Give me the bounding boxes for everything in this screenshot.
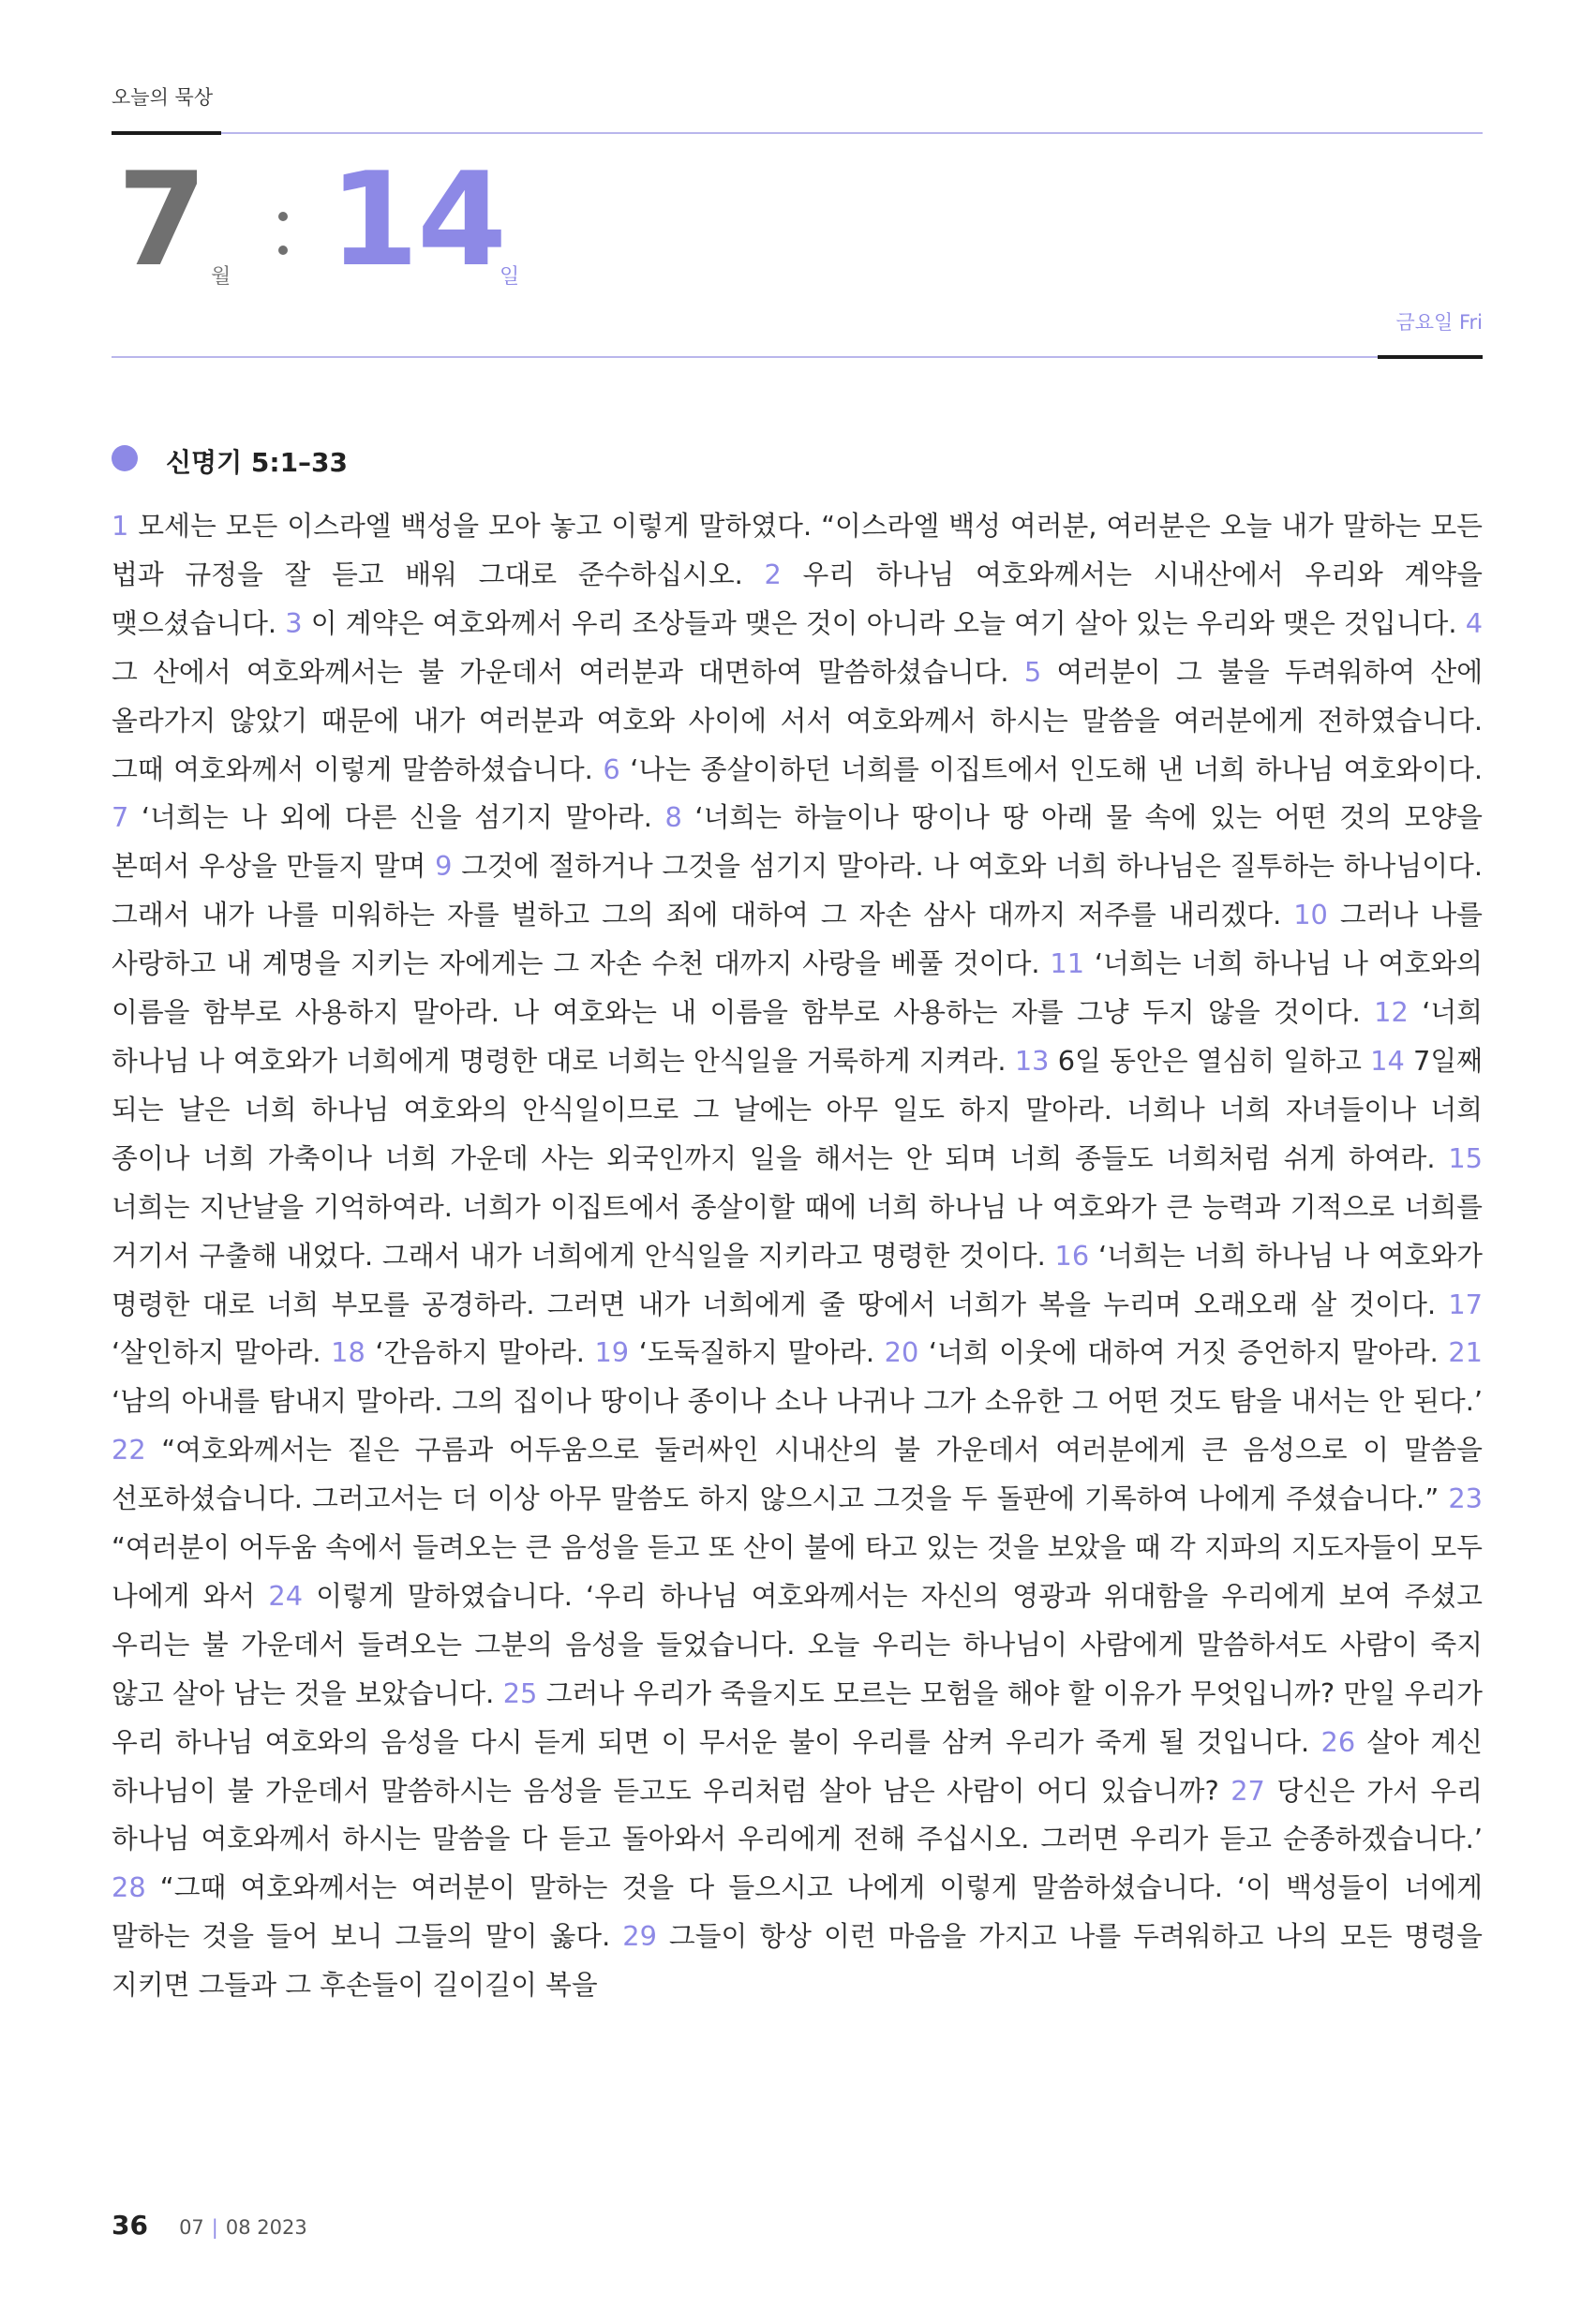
verse-number: 9 <box>435 850 453 883</box>
verse-text: “여호와께서는 짙은 구름과 어두움으로 둘러싸인 시내산의 불 가운데서 여러분에게 큰 음성으로 이 말씀을 선포하셨습니다. 그러고서는 더 이상 아무 말씀도 하지 않으시고 그것을 두 돌판에 기록하여 나에게 주셨습니다.” <box>112 1434 1483 1515</box>
month-number: 7 <box>117 144 204 295</box>
verse-number: 7 <box>112 801 129 834</box>
date-display <box>112 144 1049 295</box>
verse-number: 19 <box>594 1336 630 1369</box>
verse-number: 10 <box>1293 899 1328 931</box>
verse-text: ‘남의 아내를 탐내지 말아라. 그의 집이나 땅이나 종이나 소나 나귀나 그가 소유한 그 어떤 것도 탐을 내서는 안 된다.’ <box>112 1385 1483 1418</box>
header-divider <box>112 356 1483 358</box>
issue-date <box>179 2216 307 2239</box>
verse-number: 28 <box>112 1871 146 1904</box>
verse-text: 그러나 우리가 죽을지도 모르는 모험을 해야 할 이유가 무엇입니까? 만일 우리가 우리 하나님 여호와의 음성을 다시 듣게 되면 이 무서운 불이 우리를 삼켜 우리가 죽게 될 것입니다. <box>112 1676 1483 1758</box>
verse-text: 그 산에서 여호와께서는 불 가운데서 여러분과 대면하여 말씀하셨습니다. <box>112 655 1024 688</box>
verse-text: ‘나는 종살이하던 너희를 이집트에서 인도해 낸 너희 하나님 여호와이다. <box>619 752 1483 785</box>
weekday-label: 금요일 Fri <box>1395 311 1483 334</box>
verse-text: 너희는 지난날을 기억하여라. 너희가 이집트에서 종살이할 때에 너희 하나님 나 여호와가 큰 능력과 기적으로 너희를 거기서 구출해 내었다. 그래서 내가 너희에게 안식일을 지키라고 명령한 것이다. <box>112 1190 1483 1272</box>
verse-text: ‘너희는 나 외에 다른 신을 섬기지 말아라. <box>128 801 665 834</box>
verse-number: 4 <box>1465 606 1484 639</box>
verse-text: 그들이 항상 이런 마음을 가지고 나를 두려워하고 나의 모든 명령을 지키면 그들과 그 후손들이 길이길이 복을 <box>112 1920 1483 2002</box>
verse-number: 24 <box>268 1579 304 1612</box>
day-number: 14 <box>329 144 506 295</box>
verse-number: 14 <box>1370 1044 1405 1077</box>
verse-text: ‘너희는 하늘이나 땅이나 땅 아래 물 속에 있는 어떤 것의 모양을 본떠서 우상을 만들지 말며 <box>112 801 1483 883</box>
verse-number: 22 <box>112 1434 146 1467</box>
verse-number: 15 <box>1448 1141 1483 1174</box>
verse-number: 12 <box>1374 996 1409 1029</box>
issue-month: 07 <box>179 2216 204 2239</box>
verse-number: 25 <box>502 1676 538 1709</box>
verse-text: 이 계약은 여호와께서 우리 조상들과 맺은 것이 아니라 오늘 여기 살아 있는 우리와 맺은 것입니다. <box>302 606 1466 639</box>
verse-number: 3 <box>285 606 303 639</box>
section-label: 오늘의 묵상 <box>112 86 214 109</box>
verse-number: 21 <box>1448 1336 1484 1369</box>
verse-text: 여러분이 그 불을 두려워하여 산에 올라가지 않았기 때문에 내가 여러분과 여호와 사이에 서서 여호와께서 하시는 말씀을 여러분에게 전하였습니다. 그때 여호와께서 이렇게 말씀하셨습니다. <box>112 655 1484 785</box>
verse-number: 6 <box>603 752 620 785</box>
verse-number: 27 <box>1231 1774 1265 1807</box>
verse-number: 26 <box>1320 1725 1356 1758</box>
verse-text: ‘도둑질하지 말아라. <box>629 1336 885 1369</box>
verse-number: 16 <box>1054 1239 1090 1272</box>
verse-number: 29 <box>622 1920 657 1953</box>
verse-text: “여러분이 어두움 속에서 들려오는 큰 음성을 듣고 또 산이 불에 타고 있는 것을 보았을 때 각 지파의 지도자들이 모두 나에게 와서 <box>112 1531 1483 1612</box>
verse-text: ‘너희는 너희 하나님 나 여호와의 이름을 함부로 사용하지 말아라. 나 여호와는 내 이름을 함부로 사용하는 자를 그냥 두지 않을 것이다. <box>112 947 1483 1029</box>
verse-text: 우리 하나님 여호와께서는 시내산에서 우리와 계약을 맺으셨습니다. <box>112 558 1483 639</box>
day-unit: 일 <box>500 265 520 289</box>
top-divider-accent <box>112 131 221 135</box>
verse-text: ‘간음하지 말아라. <box>365 1336 595 1369</box>
verse-text: 그러나 나를 사랑하고 내 계명을 지키는 자에게는 그 자손 수천 대까지 사랑을 베풀 것이다. <box>112 899 1483 980</box>
verse-number: 1 <box>112 510 129 542</box>
verse-text: 6일 동안은 열심히 일하고 <box>1049 1044 1371 1077</box>
verse-number: 23 <box>1448 1482 1483 1515</box>
verse-text: 이렇게 말하였습니다. ‘우리 하나님 여호와께서는 자신의 영광과 위대함을 우리에게 보여 주셨고 우리는 불 가운데서 들려오는 그분의 음성을 들었습니다. 오늘 우리는 하나님이 사람에게 말씀하셔도 사람이 죽지 않고 살아 남는 것을 보았습니다. <box>112 1579 1483 1709</box>
verse-text: 살아 계신 하나님이 불 가운데서 말씀하시는 음성을 듣고도 우리처럼 살아 남은 사람이 어디 있습니까? <box>112 1725 1483 1807</box>
page-number: 36 <box>112 2210 148 2241</box>
verse-text: ‘너희 하나님 나 여호와가 너희에게 명령한 대로 너희는 안식일을 거룩하게 지켜라. <box>112 996 1483 1077</box>
verse-text: 모세는 모든 이스라엘 백성을 모아 놓고 이렇게 말하였다. “이스라엘 백성 여러분, 여러분은 오늘 내가 말하는 모든 법과 규정을 잘 듣고 배워 그대로 준수하십시오. <box>112 510 1483 590</box>
header-divider-accent <box>1378 355 1483 359</box>
date-colon <box>278 206 290 262</box>
verse-text: 그것에 절하거나 그것을 섬기지 말아라. 나 여호와 너희 하나님은 질투하는 하나님이다. 그래서 내가 나를 미워하는 자를 벌하고 그의 죄에 대하여 그 자손 삼사 대까지 저주를 내리겠다. <box>112 850 1483 931</box>
verse-text: ‘너희는 너희 하나님 나 여호와가 명령한 대로 너희 부모를 공경하라. 그러면 내가 너희에게 줄 땅에서 너희가 복을 누리며 오래오래 살 것이다. <box>112 1239 1483 1320</box>
issue-separator: | <box>211 2216 218 2239</box>
verse-number: 17 <box>1448 1288 1483 1320</box>
month-unit: 월 <box>211 265 231 289</box>
verse-number: 2 <box>764 558 782 590</box>
issue-year: 08 2023 <box>225 2216 307 2239</box>
scripture-text <box>112 502 1483 2010</box>
page-footer <box>112 2210 307 2240</box>
verse-number: 11 <box>1050 947 1085 980</box>
bullet-dot-icon <box>112 445 138 471</box>
top-divider <box>112 132 1483 134</box>
verse-text: 당신은 가서 우리 하나님 여호와께서 하시는 말씀을 다 듣고 돌아와서 우리에게 전해 주십시오. 그러면 우리가 듣고 순종하겠습니다.’ <box>112 1774 1483 1855</box>
verse-number: 5 <box>1023 655 1042 688</box>
verse-number: 18 <box>331 1336 365 1369</box>
verse-text: 7일째 되는 날은 너희 하나님 여호와의 안식일이므로 그 날에는 아무 일도 하지 말아라. 너희나 너희 자녀들이나 너희 종이나 너희 가축이나 너희 가운데 사는 외국인까지 일을 해서는 안 되며 너희 종들도 너희처럼 쉬게 하여라. <box>112 1044 1483 1174</box>
verse-text: ‘너희 이웃에 대하여 거짓 증언하지 말아라. <box>918 1336 1449 1369</box>
verse-text: “그때 여호와께서는 여러분이 말하는 것을 다 들으시고 나에게 이렇게 말씀하셨습니다. ‘이 백성들이 너에게 말하는 것을 들어 보니 그들의 말이 옳다. <box>112 1871 1483 1953</box>
passage-reference: 신명기 5:1–33 <box>166 447 349 478</box>
verse-number: 20 <box>884 1336 919 1369</box>
verse-text: ‘살인하지 말아라. <box>112 1336 332 1369</box>
verse-number: 8 <box>664 801 682 834</box>
verse-number: 13 <box>1014 1044 1050 1077</box>
